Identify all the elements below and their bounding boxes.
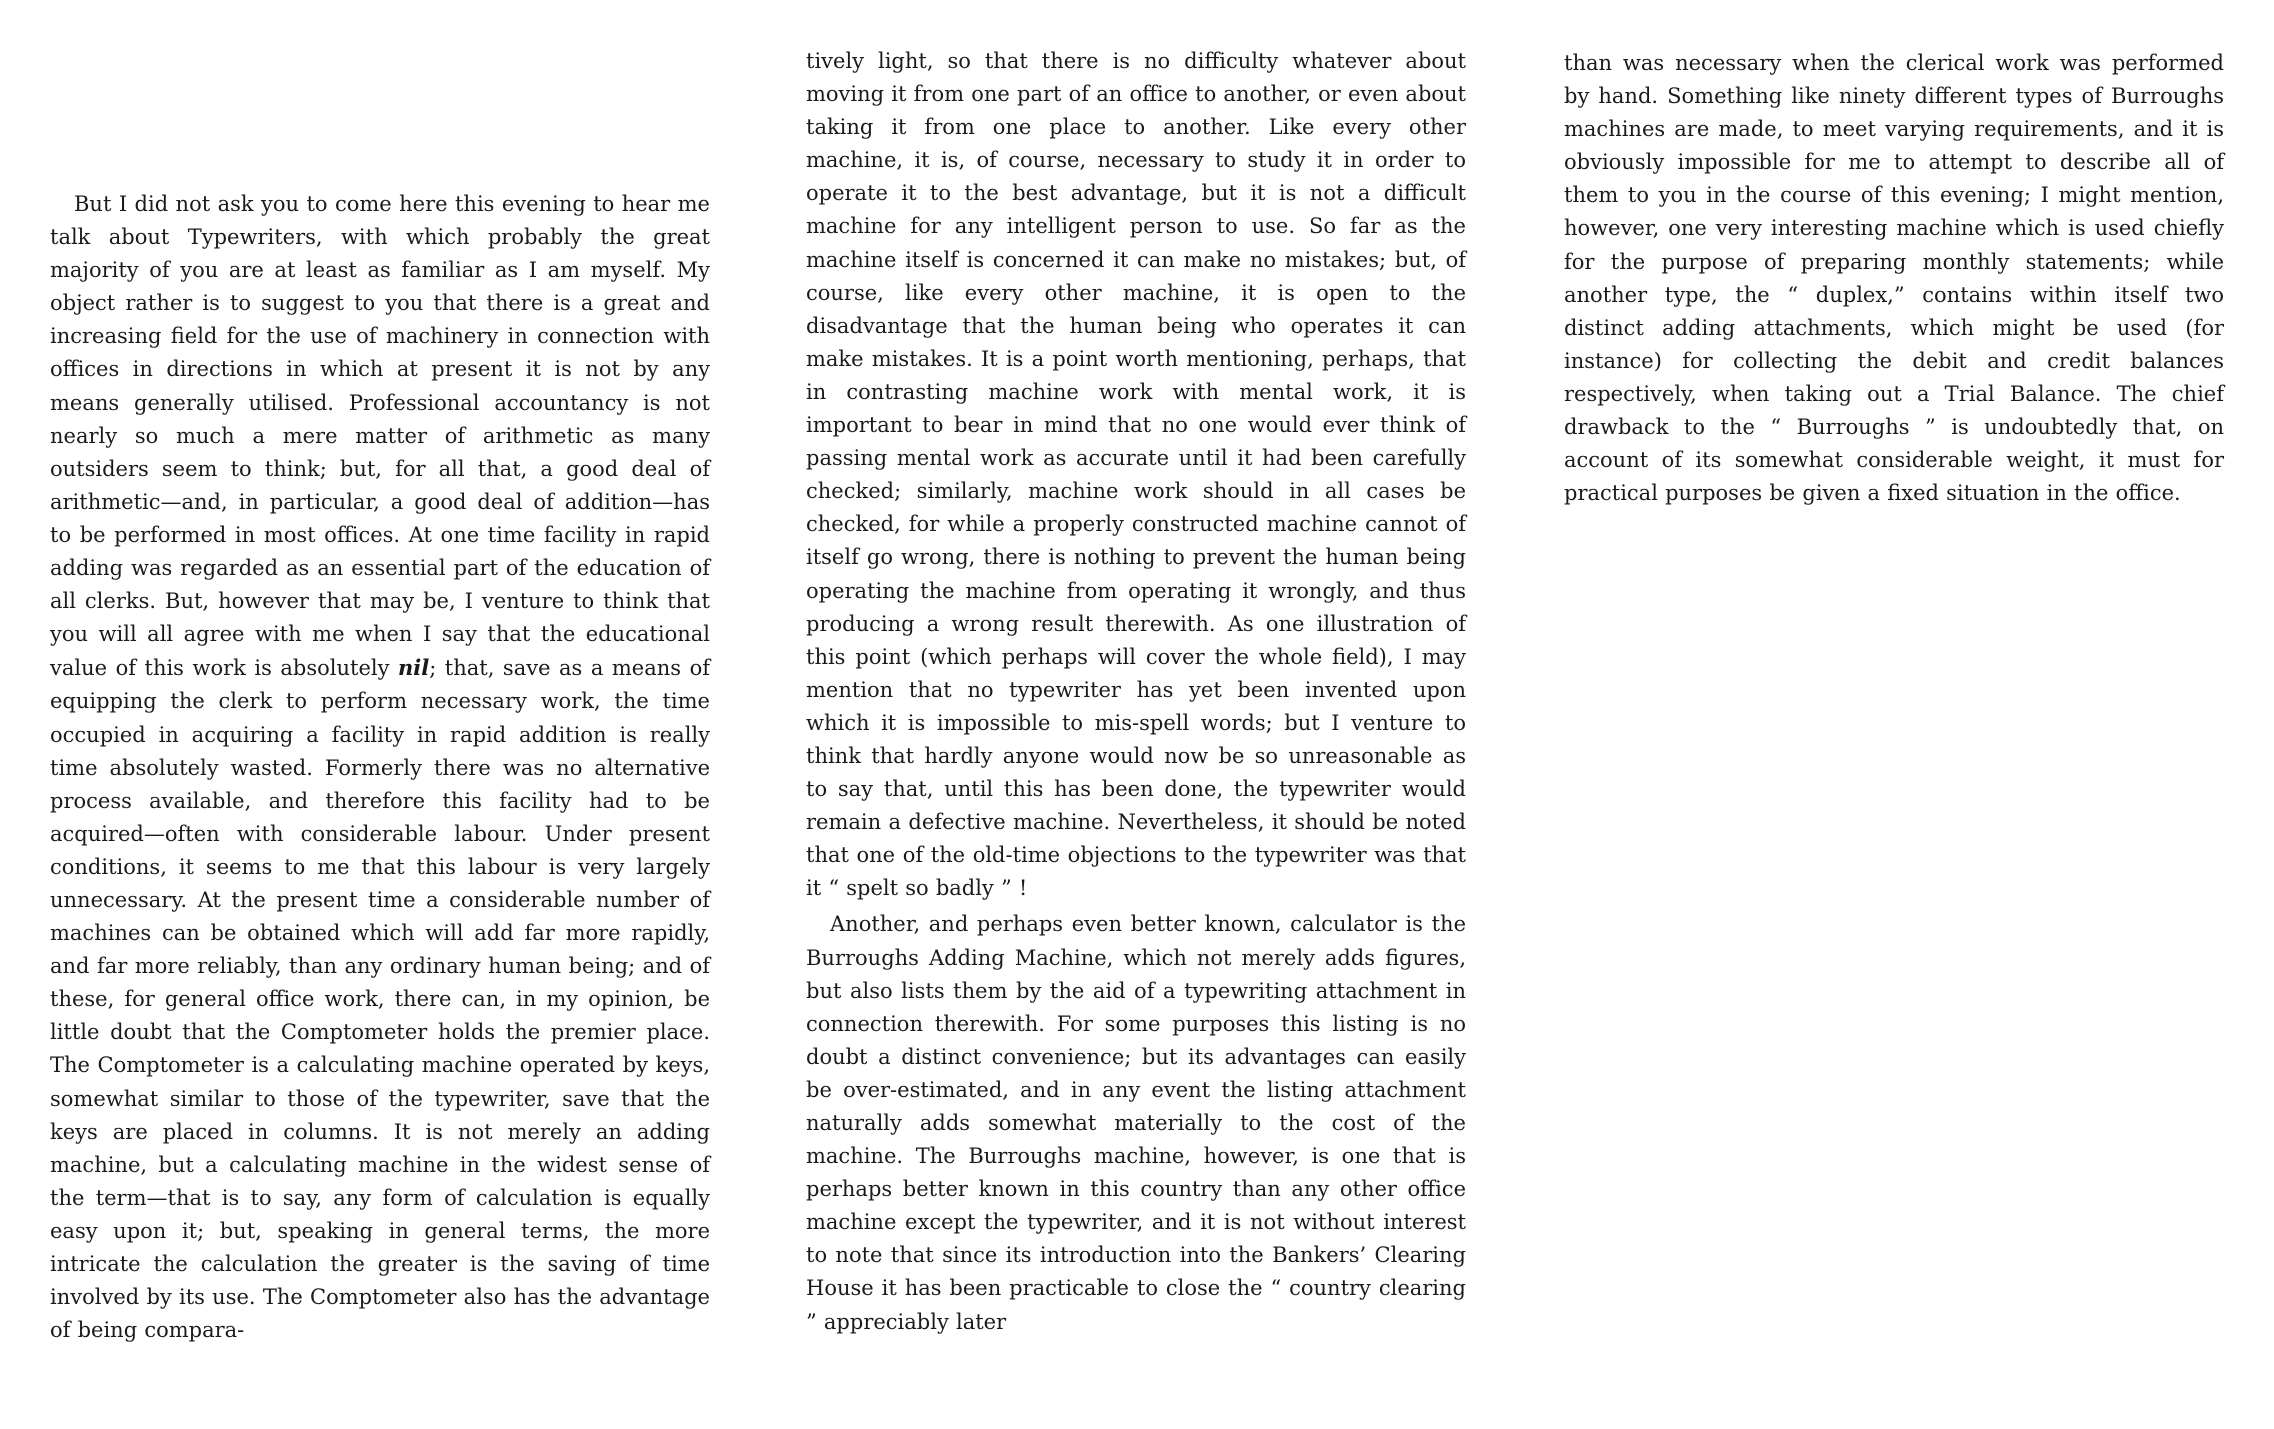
- paragraph-text: ; that, save as a means of equipping the clerk to perform necessary work, the time occupied in acquiring a facility in rapid addition is really time absolutely wasted. Formerly there was no alternative process available, and therefore this facility had to be acquired—often with considerable labour. Under present conditions, it seems to me that this labour is very largely unnecessary. At the present time a considerable number of machines can be obtained which will add far more rapidly, and far more reliably, than any ordinary human being; and of these, for general office work, there can, in my opinion, be little doubt that the Comptometer holds the premier place. The Comptometer is a calculating machine operated by keys, somewhat similar to those of the typewriter, save that the keys are placed in columns. It is not merely an adding machine, but a calculating machine in the widest sense of the term—that is to say, any form of calculation is equally easy upon it; but, speaking in general terms, the more intricate the calculation the greater is the saving of time involved by its use. The Comptometer also has the advantage of being compara-: [50, 656, 710, 1343]
- paragraph-text: But I did not ask you to come here this evening to hear me talk about Typewriters, with which probably the great majority of you are at least as familiar as I am myself. My object rather is to suggest to you that there is a great and increasing field for the use of machinery in connection with offices in directions in which at present it is not by any means generally utilised. Professional accountancy is not nearly so much a mere matter of arithmetic as many outsiders seem to think; but, for all that, a good deal of arithmetic—and, in particular, a good deal of addition—has to be performed in most offices. At one time facility in rapid adding was regarded as an essential part of the education of all clerks. But, however that may be, I venture to think that you will all agree with me when I say that the educational value of this work is absolutely: [50, 192, 710, 681]
- paragraph-comptometer-continued: tively light, so that there is no difficulty whatever about moving it from one part of an office to another, or even about taking it from one place to another. Like every other machine, it is, of course, necessary to study it in order to operate it to the best advantage, but it is not a difficult machine for any intelligent person to use. So far as the machine itself is concerned it can make no mistakes; but, of course, like every other machine, it is open to the disadvantage that the human being who operates it can make mistakes. It is a point worth mentioning, perhaps, that in contrasting machine work with mental work, it is important to bear in mind that no one would ever think of passing mental work as accurate until it had been carefully checked; similarly, machine work should in all cases be checked, for while a properly constructed machine cannot of itself go wrong, there is nothing to prevent the human being operating the machine from operating it wrongly, and thus producing a wrong result therewith. As one illustration of this point (which perhaps will cover the whole field), I may mention that no typewriter has yet been invented upon which it is impossible to mis-spell words; but I venture to think that hardly anyone would now be so unreasonable as to say that, until this has been done, the typewriter would remain a defective machine. Nevertheless, it should be noted that one of the old-time objections to the typewriter was that it “ spelt so badly ” !: [806, 49, 1466, 901]
- emphasis-nil: nil: [397, 655, 430, 681]
- text-column-1: [50, 188, 710, 1347]
- text-column-3: [1564, 47, 2224, 510]
- text-column-2: [806, 45, 1466, 1339]
- paragraph-typewriters-and-machinery: [50, 188, 710, 1347]
- paragraph-burroughs-adding-machine: Another, and perhaps even better known, calculator is the Burroughs Adding Machine, which not merely adds figures, but also lists them by the aid of a typewriting attachment in connection therewith. For some purposes this listing is no doubt a distinct convenience; but its advantages can easily be over-estimated, and in any event the listing attachment naturally adds somewhat materially to the cost of the machine. The Burroughs machine, however, is one that is perhaps better known in this country than any other office machine except the typewriter, and it is not without interest to note that since its introduction into the Bankers’ Clearing House it has been practicable to close the “ country clearing ” appreciably later: [806, 912, 1466, 1334]
- paragraph-burroughs-continued: than was necessary when the clerical work was performed by hand. Something like ninety different types of Burroughs machines are made, to meet varying requirements, and it is obviously impossible for me to attempt to describe all of them to you in the course of this evening; I might mention, however, one very interesting machine which is used chiefly for the purpose of preparing monthly statements; while another type, the “ duplex,” contains within itself two distinct adding attachments, which might be used (for instance) for collecting the debit and credit balances respectively, when taking out a Trial Balance. The chief drawback to the “ Burroughs ” is undoubtedly that, on account of its somewhat considerable weight, it must for practical purposes be given a fixed situation in the office.: [1564, 51, 2224, 506]
